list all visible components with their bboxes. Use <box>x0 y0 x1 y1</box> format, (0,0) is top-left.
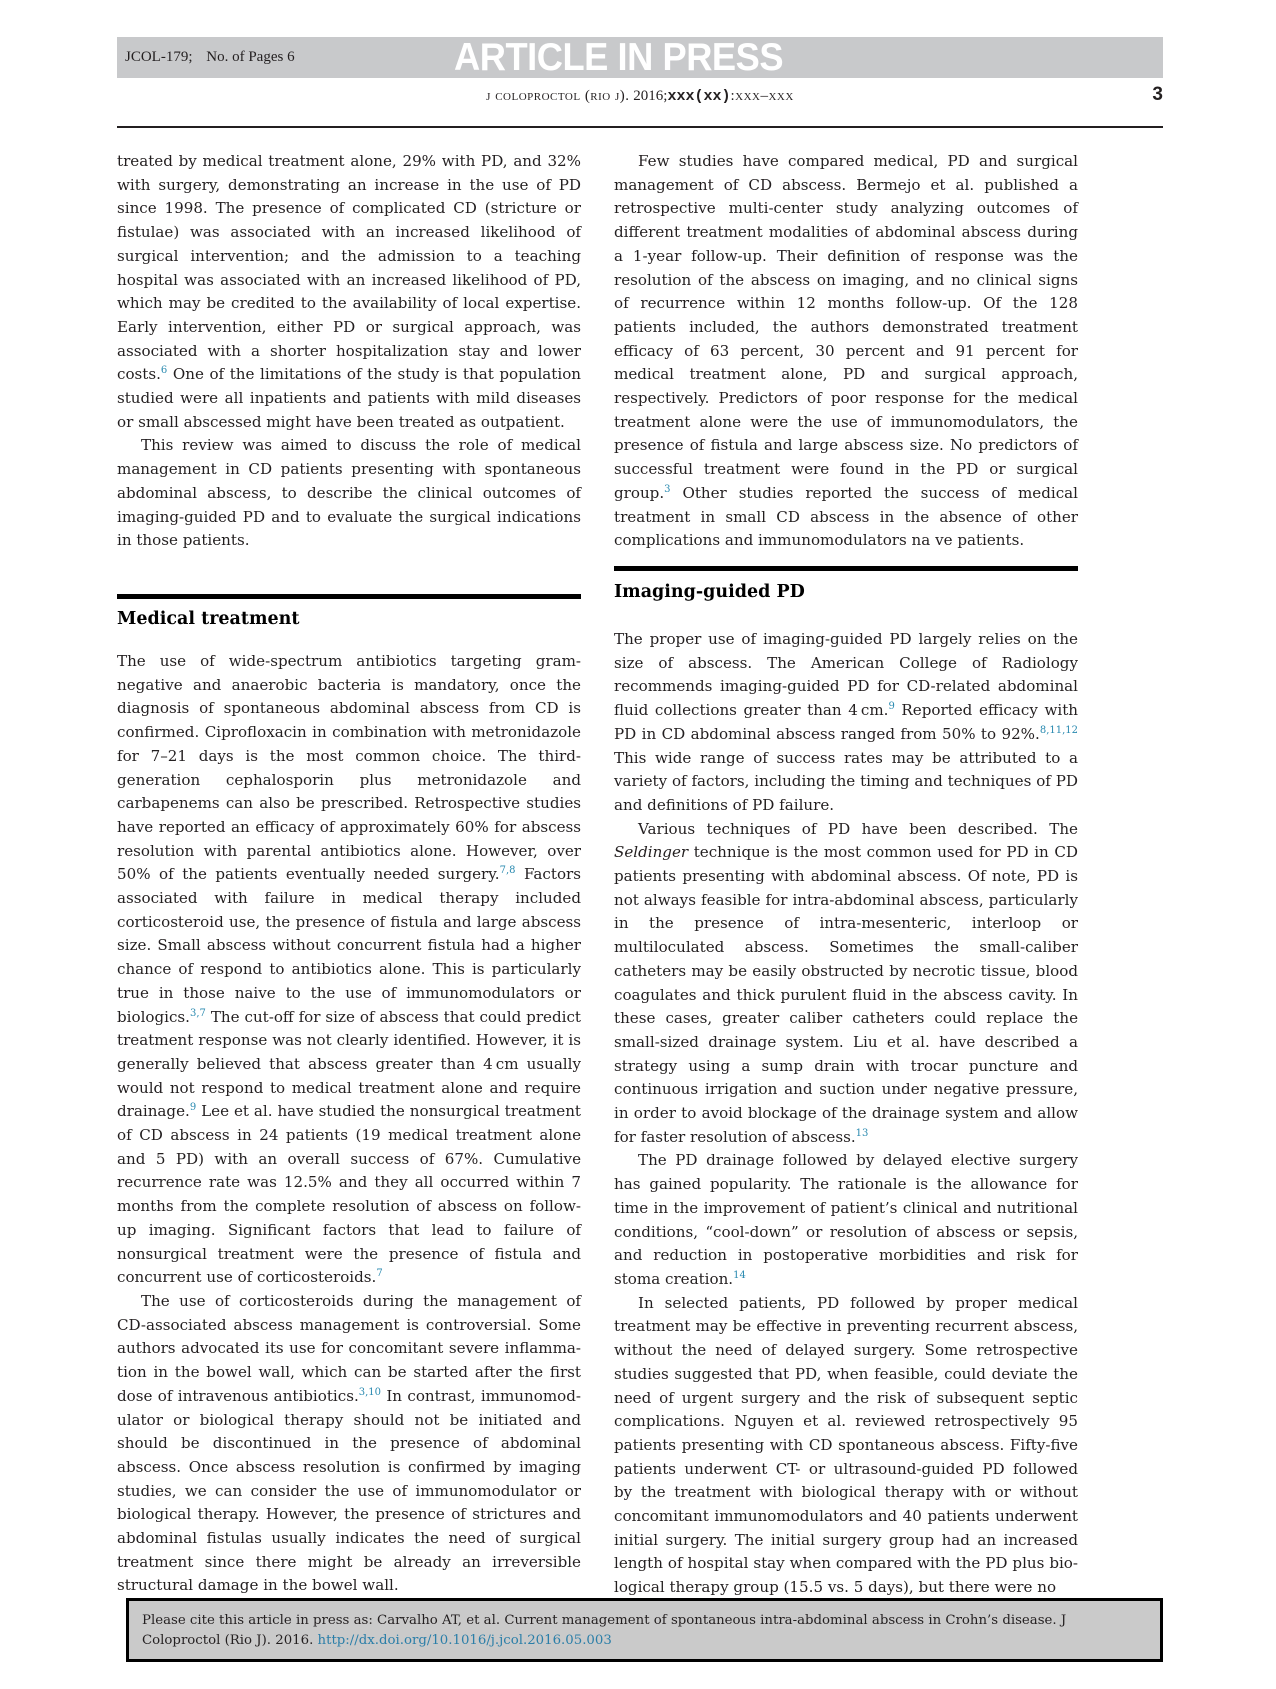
journal-year: 2016; <box>633 88 668 104</box>
press-banner-title: ARTICLE IN PRESS <box>454 36 784 79</box>
article-id: JCOL-179; <box>125 49 193 65</box>
left-column-medical-treatment <box>117 650 581 1598</box>
paragraph: This review was aimed to discuss the role of medical management in CD patients presenting with spontaneous abdominal abscess, to describe the clinical outcomes of imaging-guided PD and to evaluate the surgical indications in those patients. <box>117 436 581 550</box>
paragraph: Few studies have compared medical, PD and surgical management of CD abscess. Bermejo et al. published a retrospective multi-center study analyzing outcomes of different treatment modalities of abdominal abscess during a 1-year follow-up. Their definition of response was the resolution of the abscess on imaging, and no clinical signs of recurrence within 12 months follow-up. Of the 128 patients included, the authors demonstrated treatment efficacy of 63 percent, 30 percent and 91 percent for medical treatment alone, PD and surgical approach, respectively. Predictors of poor response for the medical treatment alone were the use of immunomodulators, the presence of fistula and large abscess size. No predictors of successful treatment were found in the PD or surgical group.$^3$ Other studies reported the success of medical treatment in small CD abscess in the absence of other complications and immunomodulators na ve patients. <box>614 152 1078 550</box>
header-divider <box>117 126 1163 128</box>
citation-box <box>126 1598 1163 1662</box>
reference-link[interactable]: 3,10 <box>358 1386 382 1398</box>
article-in-press-banner <box>117 37 1163 78</box>
article-meta <box>125 49 305 66</box>
reference-link[interactable]: 14 <box>733 1269 746 1281</box>
citation-text: Please cite this article in press as: Carvalho AT, et al. Current management of spontaneous intra-abdominal abscess in Crohn’s disease. J Coloproctol (Rio J). 2016. http://dx.doi.org/10.1016/j.jcol.2016.05.003 <box>142 1613 1067 1648</box>
page-number: 3 <box>1152 84 1163 105</box>
right-column <box>614 150 1078 553</box>
left-column <box>117 150 581 553</box>
paragraph: Various techniques of PD have been described. The Seldinger technique is the most common used for PD in CD patients presenting with abdominal abscess. Of note, PD is not always feasible for intra-abdominal abscess, particularly in the presence of intra-mesenteric, interloop or multiloculated abscess. Sometimes the small-caliber catheters may be easily obstructed by necrotic tissue, blood coagulates and thick purulent fluid in the abscess cavity. In these cases, greater caliber catheters could replace the small-sized drainage system. Liu et al. have described a strategy using a sump drain with trocar puncture and continuous irrigation and suction under negative pressure, in order to avoid blockage of the drainage system and allow for faster resolution of abscess.$^{13}$ <box>614 819 1078 1146</box>
reference-link[interactable]: 7 <box>376 1268 383 1280</box>
reference-link[interactable]: 3 <box>664 483 671 495</box>
paragraph: In selected patients, PD followed by proper medical treatment may be effective in preventing recurrent abscess, without the need of delayed surgery. Some retrospective studies suggested that PD, when feasible, could deviate the need of urgent surgery and the risk of subsequent septic complications. Nguyen et al. reviewed retrospectively 95 patients presenting with CD spontaneous abscess. Fifty-five patients underwent CT- or ultrasound-guided PD followed by the treatment with biological therapy with or without concomitant immunomodulators and 40 patients underwent initial surgery. The initial surgery group had an increased length of hospital stay when compared with the PD plus biological therapy group (15.5 vs. 5 days), but there were no <box>614 1293 1078 1597</box>
paragraph: The PD drainage followed by delayed elective surgery has gained popularity. The rationale is the allowance for time in the improvement of patient’s clinical and nutritional conditions, “cool-down” or resolution of abscess or sepsis, and reduction in postoperative morbidities and risk for stoma creation.$^{14}$ <box>614 1151 1078 1288</box>
paragraph: The proper use of imaging-guided PD largely relies on the size of abscess. The American College of Radiology recommends imaging-guided PD for CD-related abdominal fluid collections greater than 4 cm.$^9$ Reported efficacy with PD in CD abdominal abscess ranged from 50% to 92%.$^{8,11,12}$ This wide range of success rates may be attributed to a variety of factors, including the timing and techniques of PD and definitions of PD failure. <box>614 630 1078 814</box>
running-head <box>117 88 1163 105</box>
section-heading-imaging-guided-pd: Imaging-guided PD <box>614 582 805 602</box>
section-heading-medical-treatment: Medical treatment <box>117 609 300 629</box>
journal-pages: :xxx–xxx <box>730 88 794 104</box>
reference-link[interactable]: 3,7 <box>189 1007 206 1019</box>
reference-link[interactable]: 6 <box>160 365 168 377</box>
journal-volume: xxx(xx) <box>667 88 731 105</box>
italic-term: Seldinger <box>614 843 689 862</box>
reference-link[interactable]: 7,8 <box>499 865 516 877</box>
section-divider <box>117 594 581 599</box>
page-count: No. of Pages 6 <box>206 49 295 65</box>
reference-link[interactable]: 9 <box>189 1102 197 1114</box>
doi-link[interactable]: http://dx.doi.org/10.1016/j.jcol.2016.05.003 <box>317 1632 612 1648</box>
reference-link[interactable]: 13 <box>855 1127 869 1139</box>
journal-name: j coloproctol (rio j). <box>486 88 630 104</box>
right-column-imaging-guided-pd <box>614 628 1078 1600</box>
reference-link[interactable]: 9 <box>888 701 895 713</box>
reference-link[interactable]: 8,11,12 <box>1039 724 1078 736</box>
paragraph: The use of wide-spectrum antibiotics targeting gram-negative and anaerobic bacteria is mandatory, once the diagnosis of spontaneous abdominal abscess from CD is confirmed. Ciprofloxacin in combination with metronidazole for 7–21 days is the most common choice. The third-generation cephalosporin plus metronidazole and carbapenems can also be prescribed. Retrospective studies have reported an efficacy of approximately 60% for abscess resolution with parental antibiotics alone. However, over 50% of the patients eventually needed surgery.$^{7,8}$ Factors associated with failure in medical therapy included corticosteroid use, the presence of fistula and large abscess size. Small abscess without concurrent fistula had a higher chance of respond to antibiotics alone. This is particularly true in those naive to the use of immunomodulators or biologics.$^{3,7}$ The cut-off for size of abscess that could predict treatment response was not clearly identified. However, it is generally believed that abscess greater than 4 cm usually would not respond to medical treatment alone and require drainage.$^9$ Lee et al. have studied the nonsurgical treatment of CD abscess in 24 patients (19 medical treatment alone and 5 PD) with an overall success of 67%. Cumulative recurrence rate was 12.5% and they all occurred within 7 months from the complete resolution of abscess on follow-up imaging. Significant factors that lead to failure of nonsurgical treatment were the presence of fistula and concurrent use of corticosteroids.$^7$ <box>117 652 581 1287</box>
section-divider <box>614 566 1078 571</box>
paragraph: treated by medical treatment alone, 29% with PD, and 32% with surgery, demonstrating an increase in the use of PD since 1998. The presence of complicated CD (stricture or fistulae) was associated with an increased likelihood of surgical intervention; and the admission to a teaching hospital was associated with an increased likelihood of PD, which may be credited to the availability of local expertise. Early intervention, either PD or surgical approach, was associated with a shorter hospitalization stay and lower costs.$^6$ One of the limitations of the study is that population studied were all inpatients and patients with mild diseases or small abscessed might have been treated as outpatient. <box>117 152 581 431</box>
paragraph: The use of corticosteroids during the management of CD-associated abscess management is controversial. Some authors advocated its use for concomitant severe inflammation in the bowel wall, which can be started after the first dose of intravenous antibiotics.$^{3,10}$ In contrast, immunomodulator or biological therapy should not be initiated and should be discontinued in the presence of abdominal abscess. Once abscess resolution is confirmed by imaging studies, we can consider the use of immunomodulator or biological therapy. However, the presence of strictures and abdominal fistulas usually indicates the need of surgical treatment since there might be already an irreversible structural damage in the bowel wall. <box>117 1291 581 1595</box>
